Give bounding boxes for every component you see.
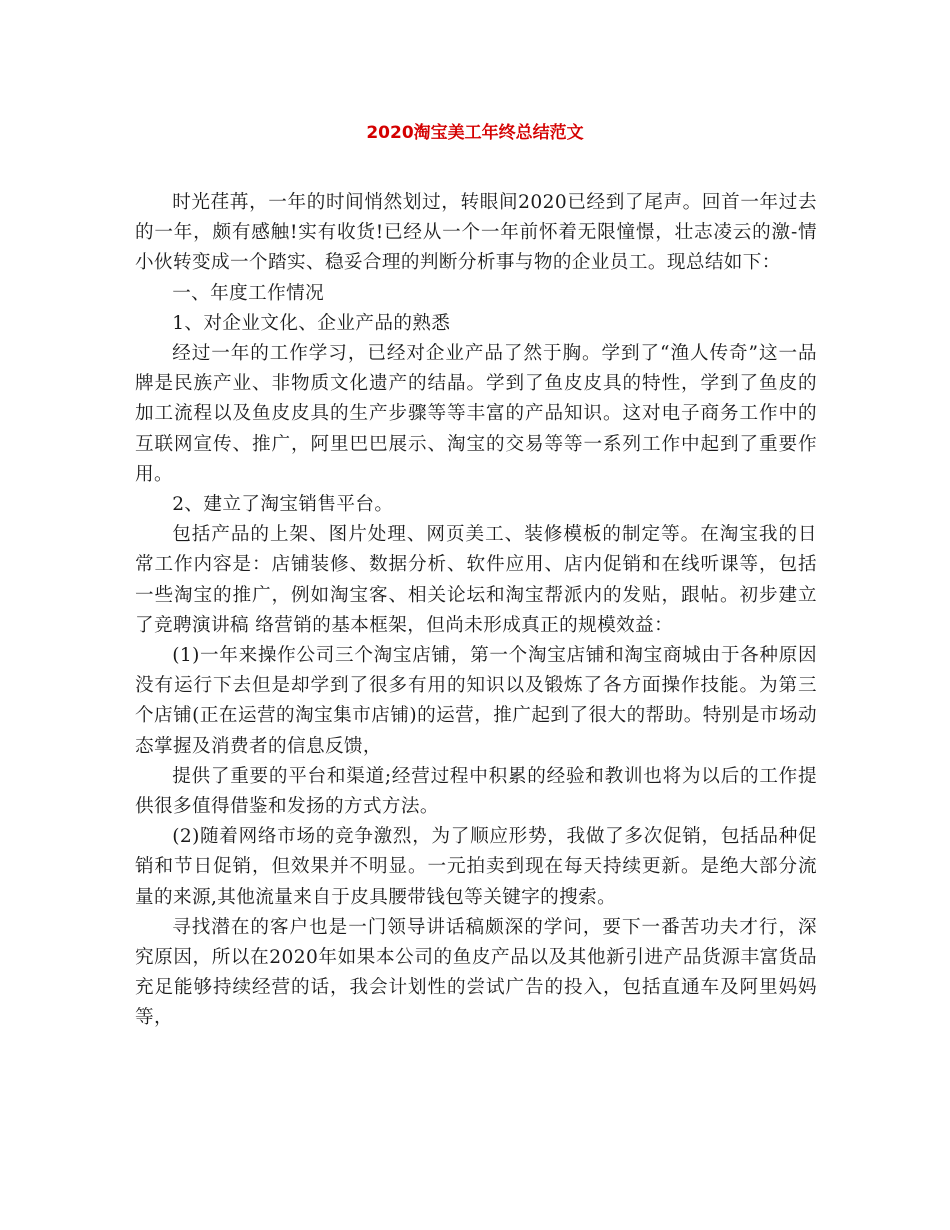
- subheading-culture-products: 1、对企业文化、企业产品的熟悉: [172, 312, 451, 334]
- section-heading-annual-work: 一、年度工作情况: [172, 282, 325, 304]
- paragraph-product-knowledge: 经过一年的工作学习，已经对企业产品了然于胸。学到了“渔人传奇”这一品牌是民族产业、非物质文化遗产的结晶。学到了鱼皮皮具的特性，学到了鱼皮的加工流程以及鱼皮皮具的生产步骤等等丰富的产品知识。这对电子商务工作中的互联网宣传、推广，阿里巴巴展示、淘宝的交易等等一系列工作中起到了重要作用。: [135, 343, 817, 485]
- paragraph-intro: 时光荏苒，一年的时间悄然划过，转眼间2020已经到了尾声。回首一年过去的一年，颇有感触!实有收货!已经从一个一年前怀着无限憧憬，壮志凌云的激-情小伙转变成一个踏实、稳妥合理的判断分析事与物的企业员工。现总结如下：: [135, 192, 817, 274]
- paragraph-point-1-continued: 提供了重要的平台和渠道;经营过程中积累的经验和教训也将为以后的工作提供很多值得借鉴和发扬的方式方法。: [135, 765, 817, 818]
- paragraph-potential-customers: 寻找潜在的客户也是一门领导讲话稿颇深的学问，要下一番苦功夫才行，深究原因，所以在2020年如果本公司的鱼皮产品以及其他新引进产品货源丰富货品充足能够持续经营的话，我会计划性的尝试广告的投入，包括直通车及阿里妈妈等，: [135, 916, 817, 1029]
- subheading-taobao-platform: 2、建立了淘宝销售平台。: [172, 494, 394, 516]
- paragraph-point-2: (2)随着网络市场的竞争激烈，为了顺应形势，我做了多次促销，包括品种促销和节日促销，但效果并不明显。一元拍卖到现在每天持续更新。是绝大部分流量的来源,其他流量来自于皮具腰带钱包等关键字的搜索。: [135, 826, 817, 908]
- document-body: [135, 188, 817, 1034]
- paragraph-point-1: (1)一年来操作公司三个淘宝店铺，第一个淘宝店铺和淘宝商城由于各种原因没有运行下去但是却学到了很多有用的知识以及锻炼了各方面操作技能。为第三个店铺(正在运营的淘宝集市店铺)的运营，推广起到了很大的帮助。特别是市场动态掌握及消费者的信息反馈，: [135, 645, 817, 757]
- paragraph-daily-work: 包括产品的上架、图片处理、网页美工、装修模板的制定等。在淘宝我的日常工作内容是：店铺装修、数据分析、软件应用、店内促销和在线听课等，包括一些淘宝的推广，例如淘宝客、相关论坛和淘宝帮派内的发贴，跟帖。初步建立了竞聘演讲稿 络营销的基本框架，但尚未形成真正的规模效益：: [135, 524, 817, 636]
- document-title: 2020淘宝美工年终总结范文: [366, 123, 584, 143]
